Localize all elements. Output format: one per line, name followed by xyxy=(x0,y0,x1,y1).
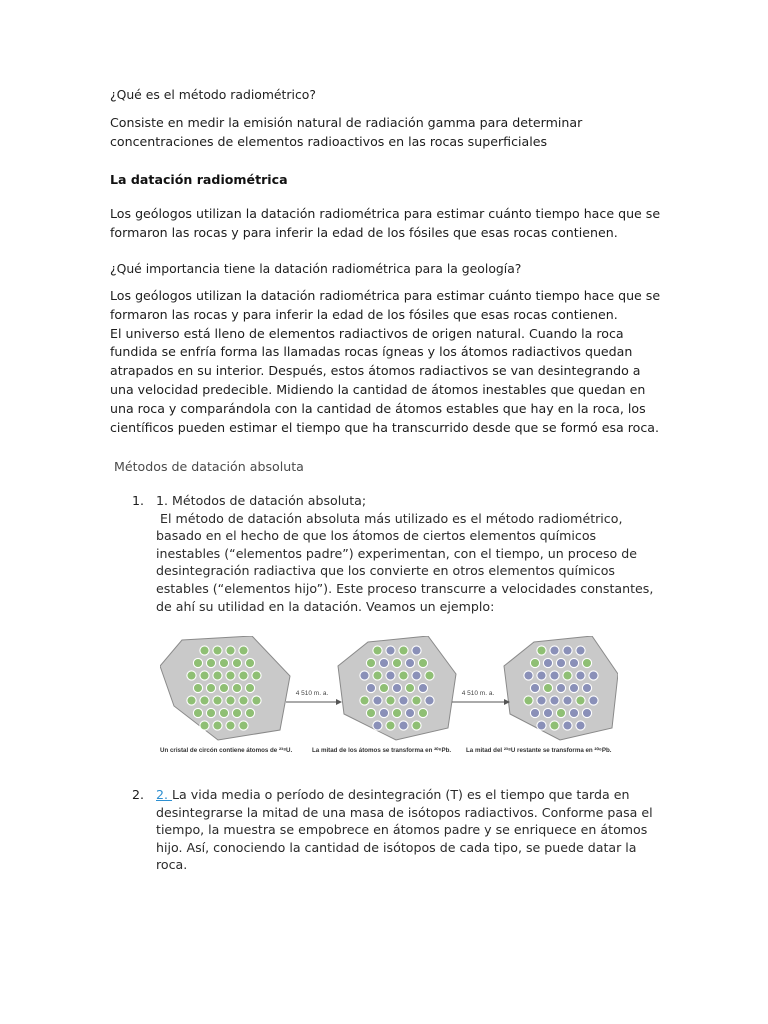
daughter-atom xyxy=(563,646,572,655)
parent-atom xyxy=(206,708,215,717)
parent-atom xyxy=(563,671,572,680)
parent-atom xyxy=(219,708,228,717)
daughter-atom xyxy=(589,696,598,705)
parent-atom xyxy=(405,683,414,692)
daughter-atom xyxy=(537,696,546,705)
daughter-atom xyxy=(366,683,375,692)
daughter-atom xyxy=(530,708,539,717)
parent-atom xyxy=(200,646,209,655)
text-line xyxy=(156,786,630,804)
text-line: inestables (“elementos padre”) experimentan, con el tiempo, un proceso de xyxy=(156,545,637,561)
daughter-atom xyxy=(550,671,559,680)
parent-atom xyxy=(232,708,241,717)
parent-atom xyxy=(366,708,375,717)
parent-atom xyxy=(213,671,222,680)
parent-atom xyxy=(543,683,552,692)
parent-atom xyxy=(392,658,401,667)
daughter-atom xyxy=(556,658,565,667)
daughter-atom xyxy=(543,658,552,667)
text-line: de ahí su utilidad en la datación. Veamos un ejemplo: xyxy=(156,598,495,614)
item-2-link[interactable]: 2. xyxy=(156,787,173,802)
crystal-2-atoms xyxy=(360,646,434,730)
daughter-atom xyxy=(569,683,578,692)
parent-atom xyxy=(418,708,427,717)
parent-atom xyxy=(226,721,235,730)
crystal-2 xyxy=(338,636,456,740)
daughter-atom xyxy=(537,721,546,730)
parent-atom xyxy=(524,696,533,705)
text-line: atrapados en su interior. Después, estos átomos radiactivos se van desintegrando a xyxy=(110,363,641,379)
text-line: El método de datación absoluta más utilizado es el método radiométrico, xyxy=(156,510,623,526)
daughter-atom xyxy=(550,646,559,655)
list-item-1 xyxy=(156,492,654,615)
daughter-atom xyxy=(563,721,572,730)
parent-atom xyxy=(187,671,196,680)
parent-atom xyxy=(226,671,235,680)
daughter-atom xyxy=(576,671,585,680)
daughter-atom xyxy=(379,708,388,717)
daughter-atom xyxy=(373,696,382,705)
parent-atom xyxy=(418,658,427,667)
parent-atom xyxy=(245,658,254,667)
paragraph-definition xyxy=(110,114,666,152)
daughter-atom xyxy=(412,646,421,655)
parent-atom xyxy=(193,708,202,717)
daughter-atom xyxy=(386,671,395,680)
parent-atom xyxy=(213,646,222,655)
daughter-atom xyxy=(569,658,578,667)
daughter-atom xyxy=(399,721,408,730)
parent-atom xyxy=(193,683,202,692)
daughter-atom xyxy=(530,683,539,692)
paragraph-geologists xyxy=(110,205,666,243)
text-line: hijo. Así, conociendo la cantidad de isótopos de cada tipo, se puede datar la xyxy=(156,839,637,855)
daughter-atom xyxy=(373,721,382,730)
daughter-atom xyxy=(386,646,395,655)
parent-atom xyxy=(252,671,261,680)
parent-atom xyxy=(226,696,235,705)
text-line: científicos pueden estimar el tiempo que ha transcurrido desde que se formó esa roca. xyxy=(110,419,659,435)
daughter-atom xyxy=(556,683,565,692)
parent-atom xyxy=(412,696,421,705)
daughter-atom xyxy=(360,671,369,680)
caption-2: La mitad de los átomos se transforma en ²⁰⁶Pb. xyxy=(312,747,452,754)
daughter-atom xyxy=(524,671,533,680)
text-line: formaron las rocas y para inferir la edad de los fósiles que esas rocas contienen. xyxy=(110,224,618,240)
parent-atom xyxy=(239,646,248,655)
parent-atom xyxy=(252,696,261,705)
parent-atom xyxy=(373,671,382,680)
text-line: fundida se enfría forma las llamadas rocas ígneas y los átomos radiactivos quedan xyxy=(110,344,633,360)
text-line: desintegrarse la mitad de una masa de isótopos radiactivos. Conforme pasa el xyxy=(156,804,653,820)
parent-atom xyxy=(232,683,241,692)
daughter-atom xyxy=(563,696,572,705)
paragraph-importance xyxy=(110,287,666,437)
question-importance: ¿Qué importancia tiene la datación radiométrica para la geología? xyxy=(110,261,522,276)
parent-atom xyxy=(226,646,235,655)
zircon-decay-figure xyxy=(160,636,618,760)
parent-atom xyxy=(399,646,408,655)
daughter-atom xyxy=(576,721,585,730)
text-line: estables (“elementos hijo”). Este proceso transcurre a velocidades constantes, xyxy=(156,580,654,596)
parent-atom xyxy=(576,696,585,705)
parent-atom xyxy=(245,683,254,692)
list-number-2: 2. xyxy=(132,787,145,802)
parent-atom xyxy=(582,658,591,667)
arrow-2 xyxy=(452,690,510,705)
parent-atom xyxy=(200,696,209,705)
parent-atom xyxy=(206,683,215,692)
parent-atom xyxy=(245,708,254,717)
daughter-atom xyxy=(582,683,591,692)
list-item-2 xyxy=(156,786,653,874)
caption-1: Un cristal de circón contiene átomos de ²³⁸U. xyxy=(160,747,293,754)
parent-atom xyxy=(412,721,421,730)
arrow-1-label: 4 510 m. a. xyxy=(295,690,329,697)
parent-atom xyxy=(232,658,241,667)
parent-atom xyxy=(537,646,546,655)
daughter-atom xyxy=(550,696,559,705)
text-line-continuation: La vida media o período de desintegración (T) es el tiempo que tarda en xyxy=(172,787,630,802)
daughter-atom xyxy=(576,646,585,655)
arrow-2-label: 4 510 m. a. xyxy=(461,690,495,697)
daughter-atom xyxy=(412,671,421,680)
crystal-3 xyxy=(504,636,618,740)
text-line: Los geólogos utilizan la datación radiométrica para estimar cuánto tiempo hace que se xyxy=(110,206,661,221)
parent-atom xyxy=(206,658,215,667)
subheading-absolute-methods: Métodos de datación absoluta xyxy=(114,459,304,474)
parent-atom xyxy=(219,658,228,667)
parent-atom xyxy=(219,683,228,692)
parent-atom xyxy=(373,646,382,655)
daughter-atom xyxy=(405,708,414,717)
daughter-atom xyxy=(543,708,552,717)
text-line: Los geólogos utilizan la datación radiométrica para estimar cuánto tiempo hace que se xyxy=(110,288,661,303)
parent-atom xyxy=(386,721,395,730)
parent-atom xyxy=(239,671,248,680)
text-line: basado en el hecho de que los átomos de ciertos elementos químicos xyxy=(156,528,597,544)
list-number-1: 1. xyxy=(132,493,145,508)
parent-atom xyxy=(366,658,375,667)
daughter-atom xyxy=(405,658,414,667)
parent-atom xyxy=(556,708,565,717)
parent-atom xyxy=(530,658,539,667)
arrow-1 xyxy=(286,690,342,705)
section-heading: La datación radiométrica xyxy=(110,172,288,187)
text-line: tiempo, la muestra se empobrece en átomos padre y se enriquece en átomos xyxy=(156,822,648,838)
crystal-1-atoms xyxy=(187,646,261,730)
daughter-atom xyxy=(392,683,401,692)
parent-atom xyxy=(239,696,248,705)
parent-atom xyxy=(379,683,388,692)
text-line: roca. xyxy=(156,857,188,873)
crystal-1 xyxy=(160,636,290,740)
parent-atom xyxy=(193,658,202,667)
text-line: Consiste en medir la emisión natural de radiación gamma para determinar xyxy=(110,115,583,130)
parent-atom xyxy=(392,708,401,717)
daughter-atom xyxy=(425,696,434,705)
daughter-atom xyxy=(399,696,408,705)
text-line: desintegración radiactiva que los convierte en otros elementos químicos xyxy=(156,563,615,579)
parent-atom xyxy=(386,696,395,705)
text-line: El universo está lleno de elementos radiactivos de origen natural. Cuando la roca xyxy=(110,325,624,341)
daughter-atom xyxy=(418,683,427,692)
caption-3: La mitad del ²³⁸U restante se transforma en ²⁰⁶Pb. xyxy=(466,747,612,754)
text-line: 1. Métodos de datación absoluta; xyxy=(156,493,367,508)
daughter-atom xyxy=(589,671,598,680)
parent-atom xyxy=(200,671,209,680)
parent-atom xyxy=(213,721,222,730)
text-line: una velocidad predecible. Midiendo la cantidad de átomos inestables que quedan en xyxy=(110,381,646,397)
text-line: una roca y comparándola con la cantidad de átomos estables que hay en la roca, los xyxy=(110,400,646,416)
text-line: formaron las rocas y para inferir la edad de los fósiles que esas rocas contienen. xyxy=(110,306,618,322)
parent-atom xyxy=(200,721,209,730)
parent-atom xyxy=(213,696,222,705)
parent-atom xyxy=(425,671,434,680)
daughter-atom xyxy=(582,708,591,717)
daughter-atom xyxy=(537,671,546,680)
daughter-atom xyxy=(569,708,578,717)
parent-atom xyxy=(399,671,408,680)
crystal-3-atoms xyxy=(524,646,598,730)
parent-atom xyxy=(187,696,196,705)
question-radiometric-method: ¿Qué es el método radiométrico? xyxy=(110,87,316,102)
arrow-1-head xyxy=(336,699,342,705)
parent-atom xyxy=(550,721,559,730)
text-line: concentraciones de elementos radioactivos en las rocas superficiales xyxy=(110,133,548,149)
daughter-atom xyxy=(379,658,388,667)
parent-atom xyxy=(360,696,369,705)
parent-atom xyxy=(239,721,248,730)
